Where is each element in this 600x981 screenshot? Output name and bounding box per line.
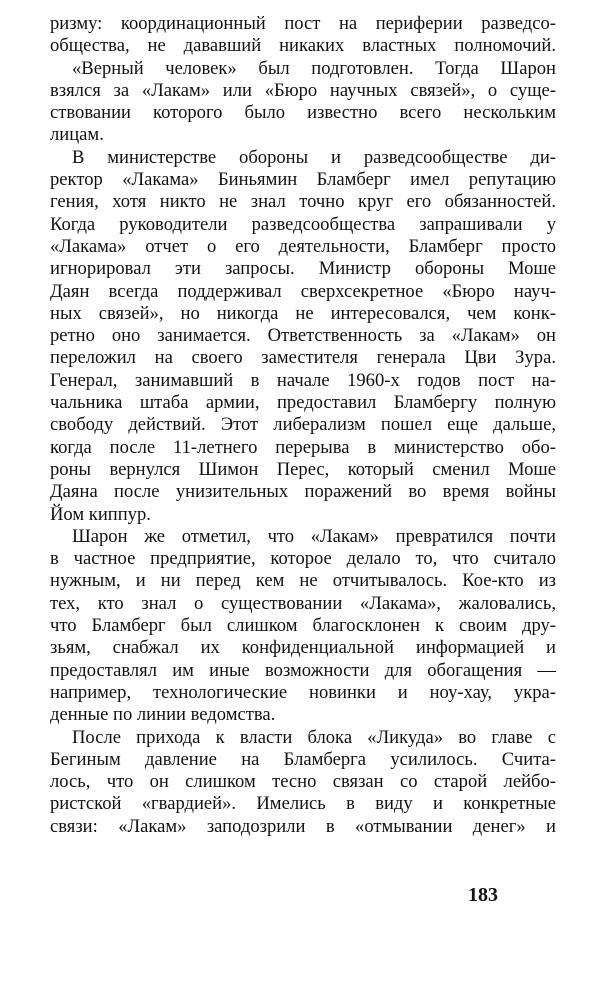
text-line: общества, не дававший никаких властных полномочий. [50, 35, 556, 57]
text-line: ристской «гвардией». Имелись в виду и конкретные [50, 793, 556, 815]
text-line: Даяна после унизительных поражений во время войны [50, 481, 556, 503]
text-line: что Бламберг был слишком благосклонен к своим дру- [50, 615, 556, 637]
text-line: лицам. [50, 124, 104, 146]
text-line: переложил на своего заместителя генерала Цви Зура. [50, 347, 556, 369]
text-line: когда после 11-летнего перерыва в министерство обо- [50, 436, 556, 458]
text-line: взялся за «Лакам» или «Бюро научных связей», о суще- [50, 79, 556, 101]
text-line: предоставлял им иные возможности для обогащения — [50, 659, 556, 681]
text-line: игнорировал эти запросы. Министр обороны Моше [50, 258, 556, 280]
text-line: тех, кто знал о существовании «Лакама», жаловались, [50, 592, 556, 614]
text-line: В министерстве обороны и разведсообществе ди- [72, 146, 556, 168]
text-line: например, технологические новинки и ноу-хау, укра- [50, 681, 556, 703]
text-line: в частное предприятие, которое делало то, что считало [50, 548, 556, 570]
text-line: Даян всегда поддерживал сверхсекретное «Бюро науч- [50, 280, 556, 302]
text-line: гения, хотя никто не знал точно круг его обязанностей. [50, 191, 556, 213]
text-line: лось, что он слишком тесно связан со старой лейбо- [50, 771, 556, 793]
page-body-text [50, 13, 556, 838]
text-line: зьям, снабжал их конфиденциальной информацией и [50, 637, 556, 659]
text-line: Когда руководители разведсообщества запрашивали у [50, 213, 556, 235]
paragraph [50, 13, 556, 58]
text-line: Генерал, занимавший в начале 1960-х годов пост на- [50, 369, 556, 391]
page-number: 183 [468, 884, 498, 906]
paragraph [50, 727, 556, 838]
text-line: ствовании которого было известно всего нескольким [50, 102, 556, 124]
text-line: ретно оно занимается. Ответственность за «Лакам» он [50, 325, 556, 347]
text-line: Йом киппур. [50, 503, 151, 525]
text-line: ризму: координационный пост на периферии разведсо- [50, 13, 556, 34]
text-line: «Верный человек» был подготовлен. Тогда Шарон [72, 57, 556, 79]
text-line: ректор «Лакама» Биньямин Бламберг имел репутацию [50, 169, 556, 191]
text-line: Шарон же отметил, что «Лакам» превратился почти [72, 525, 556, 547]
text-line: ных связей», но никогда не интересовался, чем конк- [50, 302, 556, 324]
text-line: нужным, и ни перед кем не отчитывалось. Кое-кто из [50, 570, 556, 592]
text-line: «Лакама» отчет о его деятельности, Бламберг просто [50, 235, 556, 257]
paragraph [50, 526, 556, 727]
text-line: чальника штаба армии, предоставил Бламбергу полную [50, 392, 556, 414]
paragraph [50, 58, 556, 147]
text-line: денные по линии ведомства. [50, 704, 276, 726]
paragraph [50, 147, 556, 526]
text-line: Бегиным давление на Бламберга усилилось. Счита- [50, 748, 556, 770]
text-line: связи: «Лакам» заподозрили в «отмывании денег» и [50, 815, 556, 837]
text-line: После прихода к власти блока «Ликуда» во главе с [72, 726, 556, 748]
text-line: свободу действий. Этот либерализм пошел еще дальше, [50, 414, 556, 436]
text-line: роны вернулся Шимон Перес, который сменил Моше [50, 458, 556, 480]
